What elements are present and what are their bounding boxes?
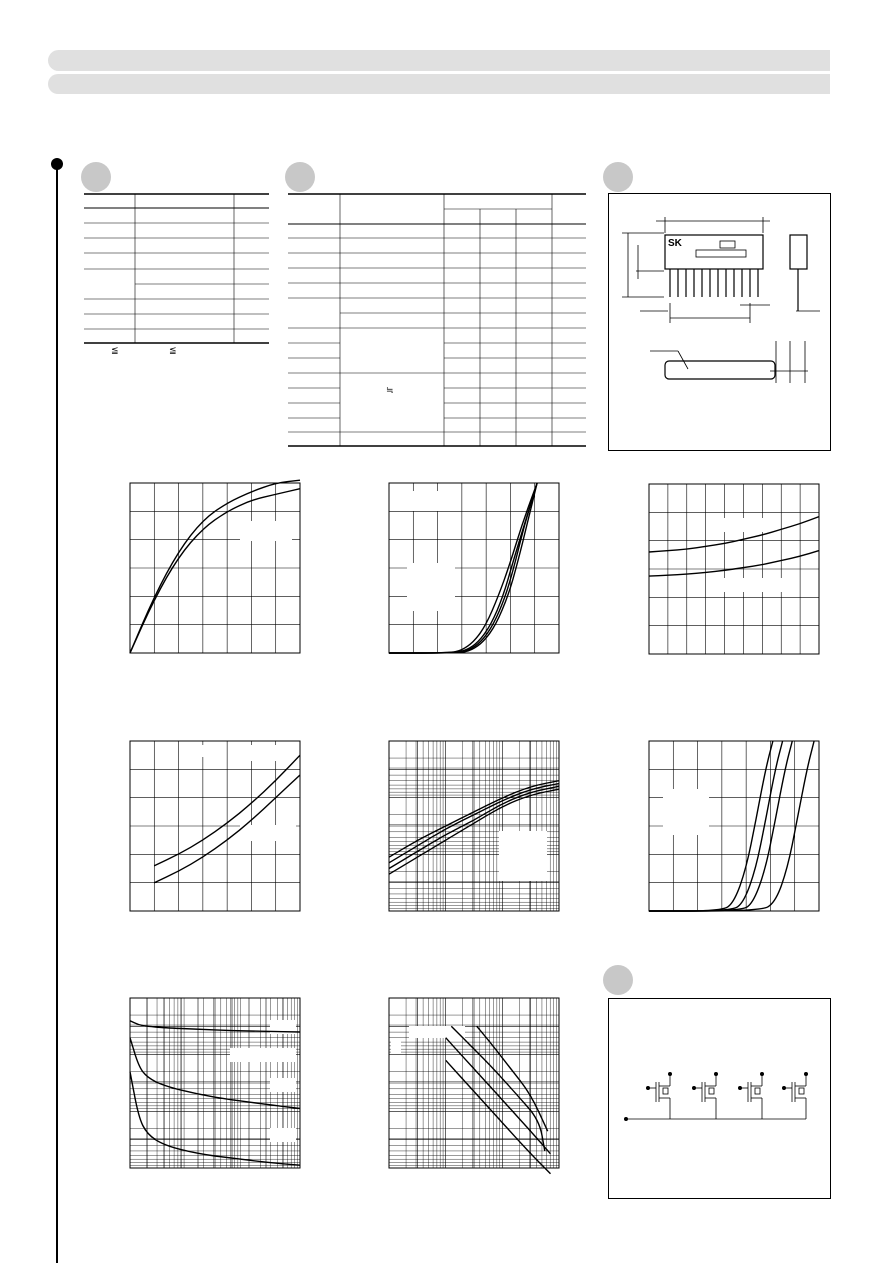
label-area xyxy=(240,825,296,841)
chart-8 xyxy=(389,998,559,1168)
label-area xyxy=(407,563,455,611)
ratings-note-symbol-1: ≦ xyxy=(111,346,119,356)
label-area xyxy=(663,789,709,835)
package-logo: SK xyxy=(668,238,682,249)
characteristics-approx-symbol: ≒ xyxy=(386,386,394,396)
chart-3 xyxy=(649,484,819,654)
label-area xyxy=(717,578,785,592)
series-line-curve-a xyxy=(130,480,300,653)
label-area xyxy=(407,491,457,511)
series-line-curve-c xyxy=(446,1038,551,1154)
ratings-note-symbol-2: ≦ xyxy=(169,346,177,356)
section-badge-ratings xyxy=(81,162,111,192)
chart-2 xyxy=(389,483,559,653)
label-area xyxy=(270,1128,296,1142)
chart-5 xyxy=(389,741,559,911)
ratings-table xyxy=(84,190,284,360)
package-outline-drawing xyxy=(608,193,829,449)
chart-6 xyxy=(649,741,819,911)
chart-1 xyxy=(130,483,300,653)
equivalent-circuit-drawing xyxy=(608,998,829,1197)
label-area xyxy=(238,745,294,761)
series-line-curve-b xyxy=(649,551,819,577)
label-area xyxy=(180,745,222,757)
header-band-bottom xyxy=(48,74,830,94)
label-area xyxy=(240,521,292,541)
series-line-curve-b xyxy=(130,489,300,653)
timeline-rule xyxy=(56,163,58,1263)
section-badge-circuit xyxy=(603,965,633,995)
characteristics-table xyxy=(288,190,598,455)
label-area xyxy=(270,1078,296,1092)
header-band-top xyxy=(48,50,830,71)
section-badge-package xyxy=(603,162,633,192)
chart-7 xyxy=(130,998,300,1168)
label-area xyxy=(719,518,779,532)
section-badge-characteristics xyxy=(285,162,315,192)
chart-4 xyxy=(130,741,300,911)
label-area xyxy=(499,831,547,881)
label-area xyxy=(230,1048,296,1062)
label-area xyxy=(391,1038,401,1054)
